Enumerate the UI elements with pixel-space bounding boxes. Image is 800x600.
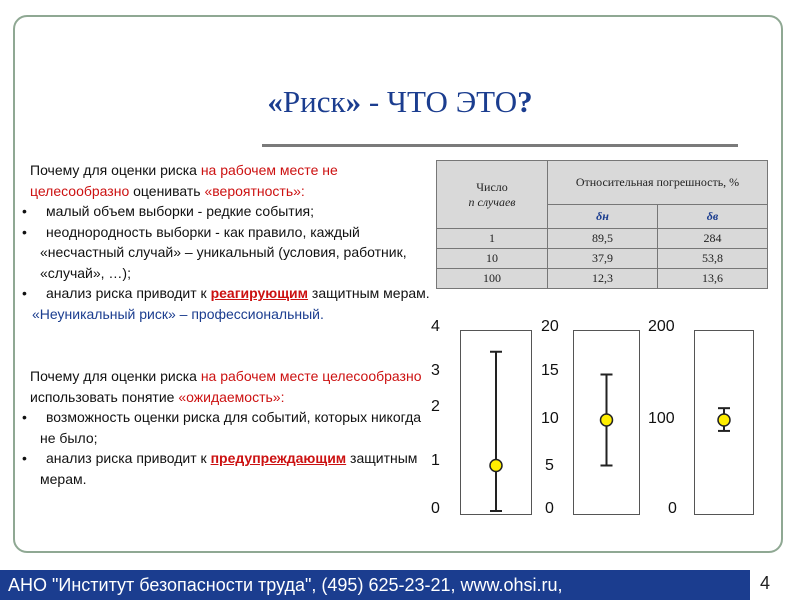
header-delta-high: δв [657,205,767,229]
axis3-tick: 200 [648,318,675,335]
interval-chart-3 [694,330,754,515]
axis2-tick: 10 [541,410,559,427]
axis3-tick: 100 [648,410,675,427]
estimate-point [718,414,730,426]
block-expectancy [22,366,436,489]
table-row: 10 37,9 53,8 [437,249,768,269]
estimate-point [601,414,613,426]
interval-chart-2 [573,330,640,515]
block1-bullet-3: • анализ риска приводит к реагирующим защитным мерам. [22,283,436,304]
table-row: 100 12,3 13,6 [437,269,768,289]
axis2-tick: 0 [545,500,554,517]
axis1-tick: 1 [431,452,440,469]
axis2-tick: 15 [541,362,559,379]
slide-title: «Риск» - ЧТО ЭТО? [267,84,533,119]
axis2-tick: 5 [545,457,554,474]
title-divider [262,144,738,147]
block2-intro: Почему для оценки риска на рабочем месте целесообразно использовать понятие «ожидаемость»: [30,368,422,405]
axis1-tick: 2 [431,398,440,415]
error-table [436,160,768,289]
header-error: Относительная погрешность, % [548,161,768,205]
footer-bar: АНО "Институт безопасности труда", (495) 625-23-21, www.ohsi.ru, [0,570,750,600]
axis1-tick: 4 [431,318,440,335]
block1-bullet-1: • малый объем выборки - редкие события; [22,201,436,222]
interval-svg [461,331,531,514]
block2-bullet-1: • возможность оценки риска для событий, которых никогда не было; [22,407,436,448]
axis2-tick: 20 [541,318,559,335]
interval-chart-1 [460,330,532,515]
block1-note: «Неуникальный риск» – профессиональный. [32,305,324,322]
interval-svg [574,331,639,514]
estimate-point [490,460,502,472]
axis1-tick: 3 [431,362,440,379]
block2-bullet-2: • анализ риска приводит к предупреждающим защитным мерам. [22,448,436,489]
interval-svg [695,331,753,514]
axis1-tick: 0 [431,500,440,517]
header-delta-low: δн [548,205,658,229]
block1-bullet-2: • неоднородность выборки - как правило, каждый «несчастный случай» – уникальный (условия, работник, «случай», …); [22,222,436,284]
header-cases: Число n случаев [437,161,548,229]
table-row: 1 89,5 284 [437,229,768,249]
page-number: 4 [760,573,771,593]
block-probability [22,160,436,324]
axis3-tick: 0 [668,500,677,517]
block1-intro: Почему для оценки риска на рабочем месте не целесообразно оценивать «вероятность»: [30,162,338,199]
